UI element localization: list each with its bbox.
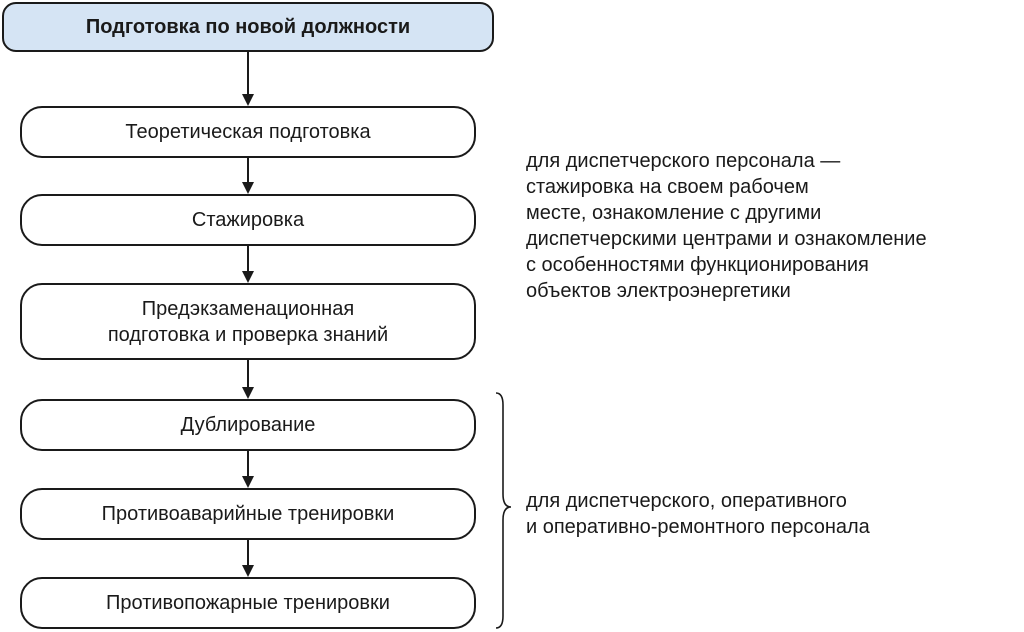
step-internship-box: Стажировка <box>20 194 476 246</box>
step-exam-box: Предэкзаменационная подготовка и проверка знаний <box>20 283 476 360</box>
step-fire-training-box: Противопожарные тренировки <box>20 577 476 629</box>
step-duplication-box: Дублирование <box>20 399 476 451</box>
curly-brace <box>496 393 511 628</box>
note-operative-personnel: для диспетчерского, оперативного и оперативно-ремонтного персонала <box>526 490 870 538</box>
step-emergency-training-box: Противоаварийные тренировки <box>20 488 476 540</box>
step-theory-box: Теоретическая подготовка <box>20 106 476 158</box>
header-box: Подготовка по новой должности <box>2 2 494 52</box>
note-dispatch-personnel: для диспетчерского персонала — стажировка на своем рабочем месте, ознакомление с другими диспетчерскими центрами и ознакомление с особенностями функционирования объектов электроэнергетики <box>526 150 927 302</box>
